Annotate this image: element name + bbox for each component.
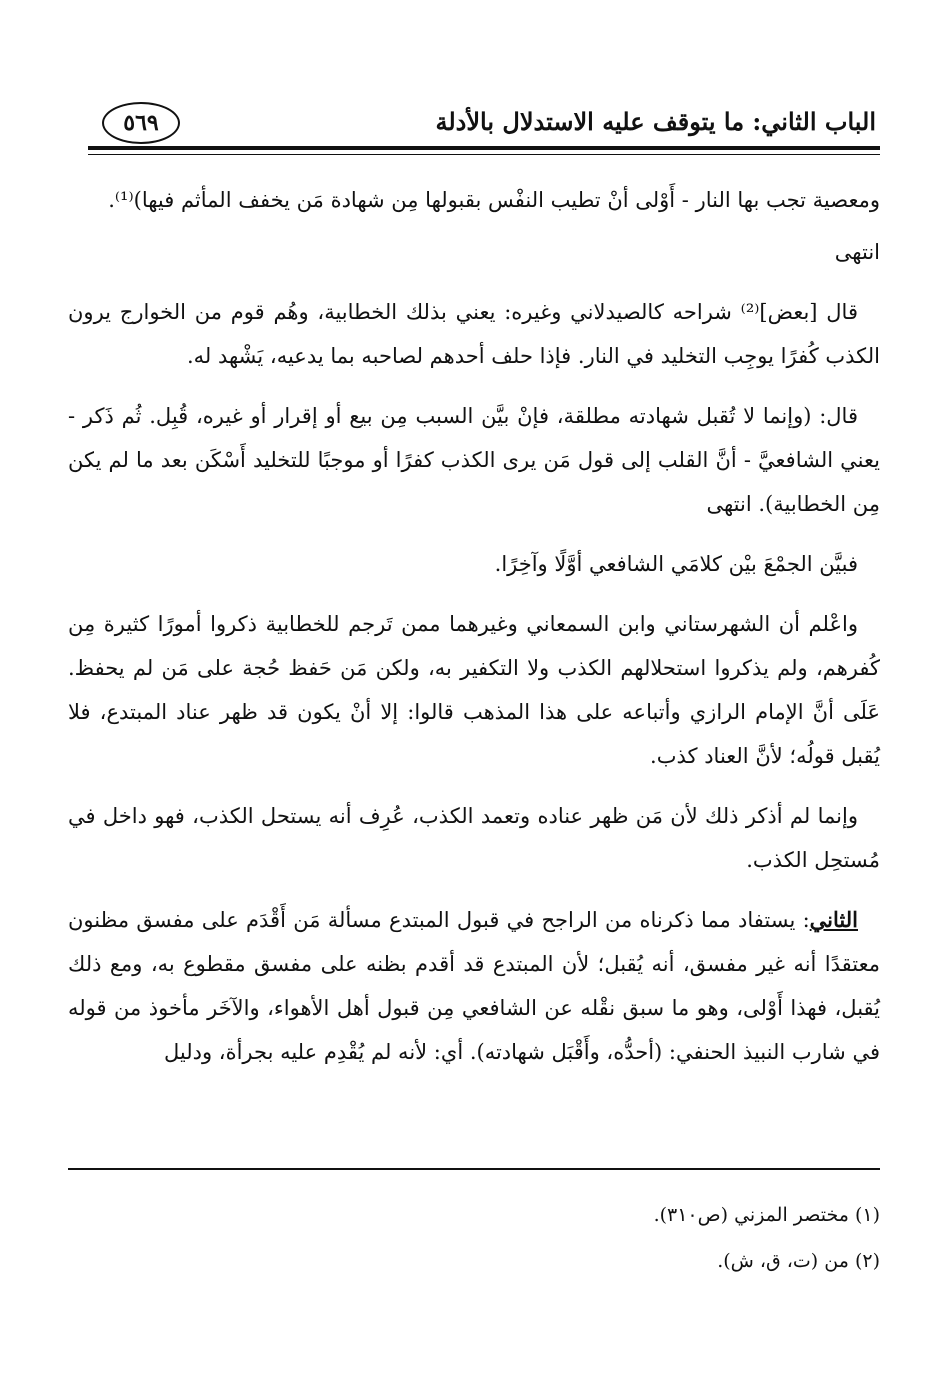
paragraph: ومعصية تجب بها النار - أَوْلى أنْ تطيب النفْس بقبولها مِن شهادة مَن يخفف المأثم فيها)⁽¹⁾. <box>108 188 880 212</box>
main-text <box>68 178 880 1090</box>
paragraph-text: : يستفاد مما ذكرناه من الراجح في قبول المبتدع مسألة مَن أَقْدَم على مفسق مظنون معتقدًا أنه غير مفسق، أنه يُقبل؛ لأن المبتدع قد أقدم بظنه على مفسق مقطوع به، ومع ذلك يُقبل، فهذا أَوْلى، وهو ما سبق نقْله عن الشافعي مِن قبول أهل الأهواء، والآخَر مأخوذ من قوله في شارب النبيذ الحنفي: (أحدُّه، وأَقْبَل شهادته). أي: لأنه لم يُقْدِم عليه بجرأة، ودليل <box>68 908 880 1064</box>
paragraph: فبيَّن الجمْعَ بيْن كلامَي الشافعي أوَّلًا وآخِرًا. <box>494 552 858 576</box>
paragraph <box>68 898 880 1074</box>
page-number: ٥٦٩ <box>102 102 180 144</box>
paragraph: واعْلم أن الشهرستاني وابن السمعاني وغيرهما ممن تَرجم للخطابية ذكروا أمورًا كثيرة مِن كُفرهم، ولم يذكروا استحلالهم الكذب ولا التكفير به، ولكن مَن حَفظ حُجة على مَن لم يحفظ. عَلَى أنَّ الإمام الرازي وأتباعه على هذا المذهب قالوا: إلا أنْ يكون قد ظهر عناد المبتدع، فلا يُقبل قولُه؛ لأنَّ العناد كذب. <box>68 612 880 768</box>
paragraph: قال [بعض]⁽²⁾ شراحه كالصيدلاني وغيره: يعني بذلك الخطابية، وهُم قوم من الخوارج يرون الكذب كُفرًا يوجِب التخليد في النار. فإذا حلف أحدهم لصاحبه بما يدعيه، يَشْهد له. <box>68 300 880 368</box>
section-lead-word: الثاني <box>809 907 858 932</box>
footnote: (١) مختصر المزني (ص٣١٠). <box>653 1204 880 1226</box>
running-title: الباب الثاني: ما يتوقف عليه الاستدلال بالأدلة <box>435 107 876 136</box>
paragraph: قال: (وإنما لا تُقبل شهادته مطلقة، فإنْ بيَّن السبب مِن بيع أو إقرار أو غيره، قُبِل. ثُم ذَكر - يعني الشافعيَّ - أنَّ القلب إلى قول مَن يرى الكذب كفرًا أو موجبًا للتخليد أَسْكَن بعد ما لم يكن مِن الخطابية). انتهى <box>68 404 880 516</box>
footnote: (٢) من (ت، ق، ش). <box>717 1250 880 1272</box>
footnote-separator <box>68 1168 880 1170</box>
footnotes <box>88 1192 880 1284</box>
page-header <box>88 100 880 150</box>
header-rule-thin <box>88 154 880 155</box>
paragraph-end-word: انتهى <box>834 240 880 264</box>
header-rule-thick <box>88 146 880 150</box>
paragraph: وإنما لم أذكر ذلك لأن مَن ظهر عناده وتعمد الكذب، عُرِف أنه يستحل الكذب، فهو داخل في مُستحِل الكذب. <box>68 804 880 872</box>
